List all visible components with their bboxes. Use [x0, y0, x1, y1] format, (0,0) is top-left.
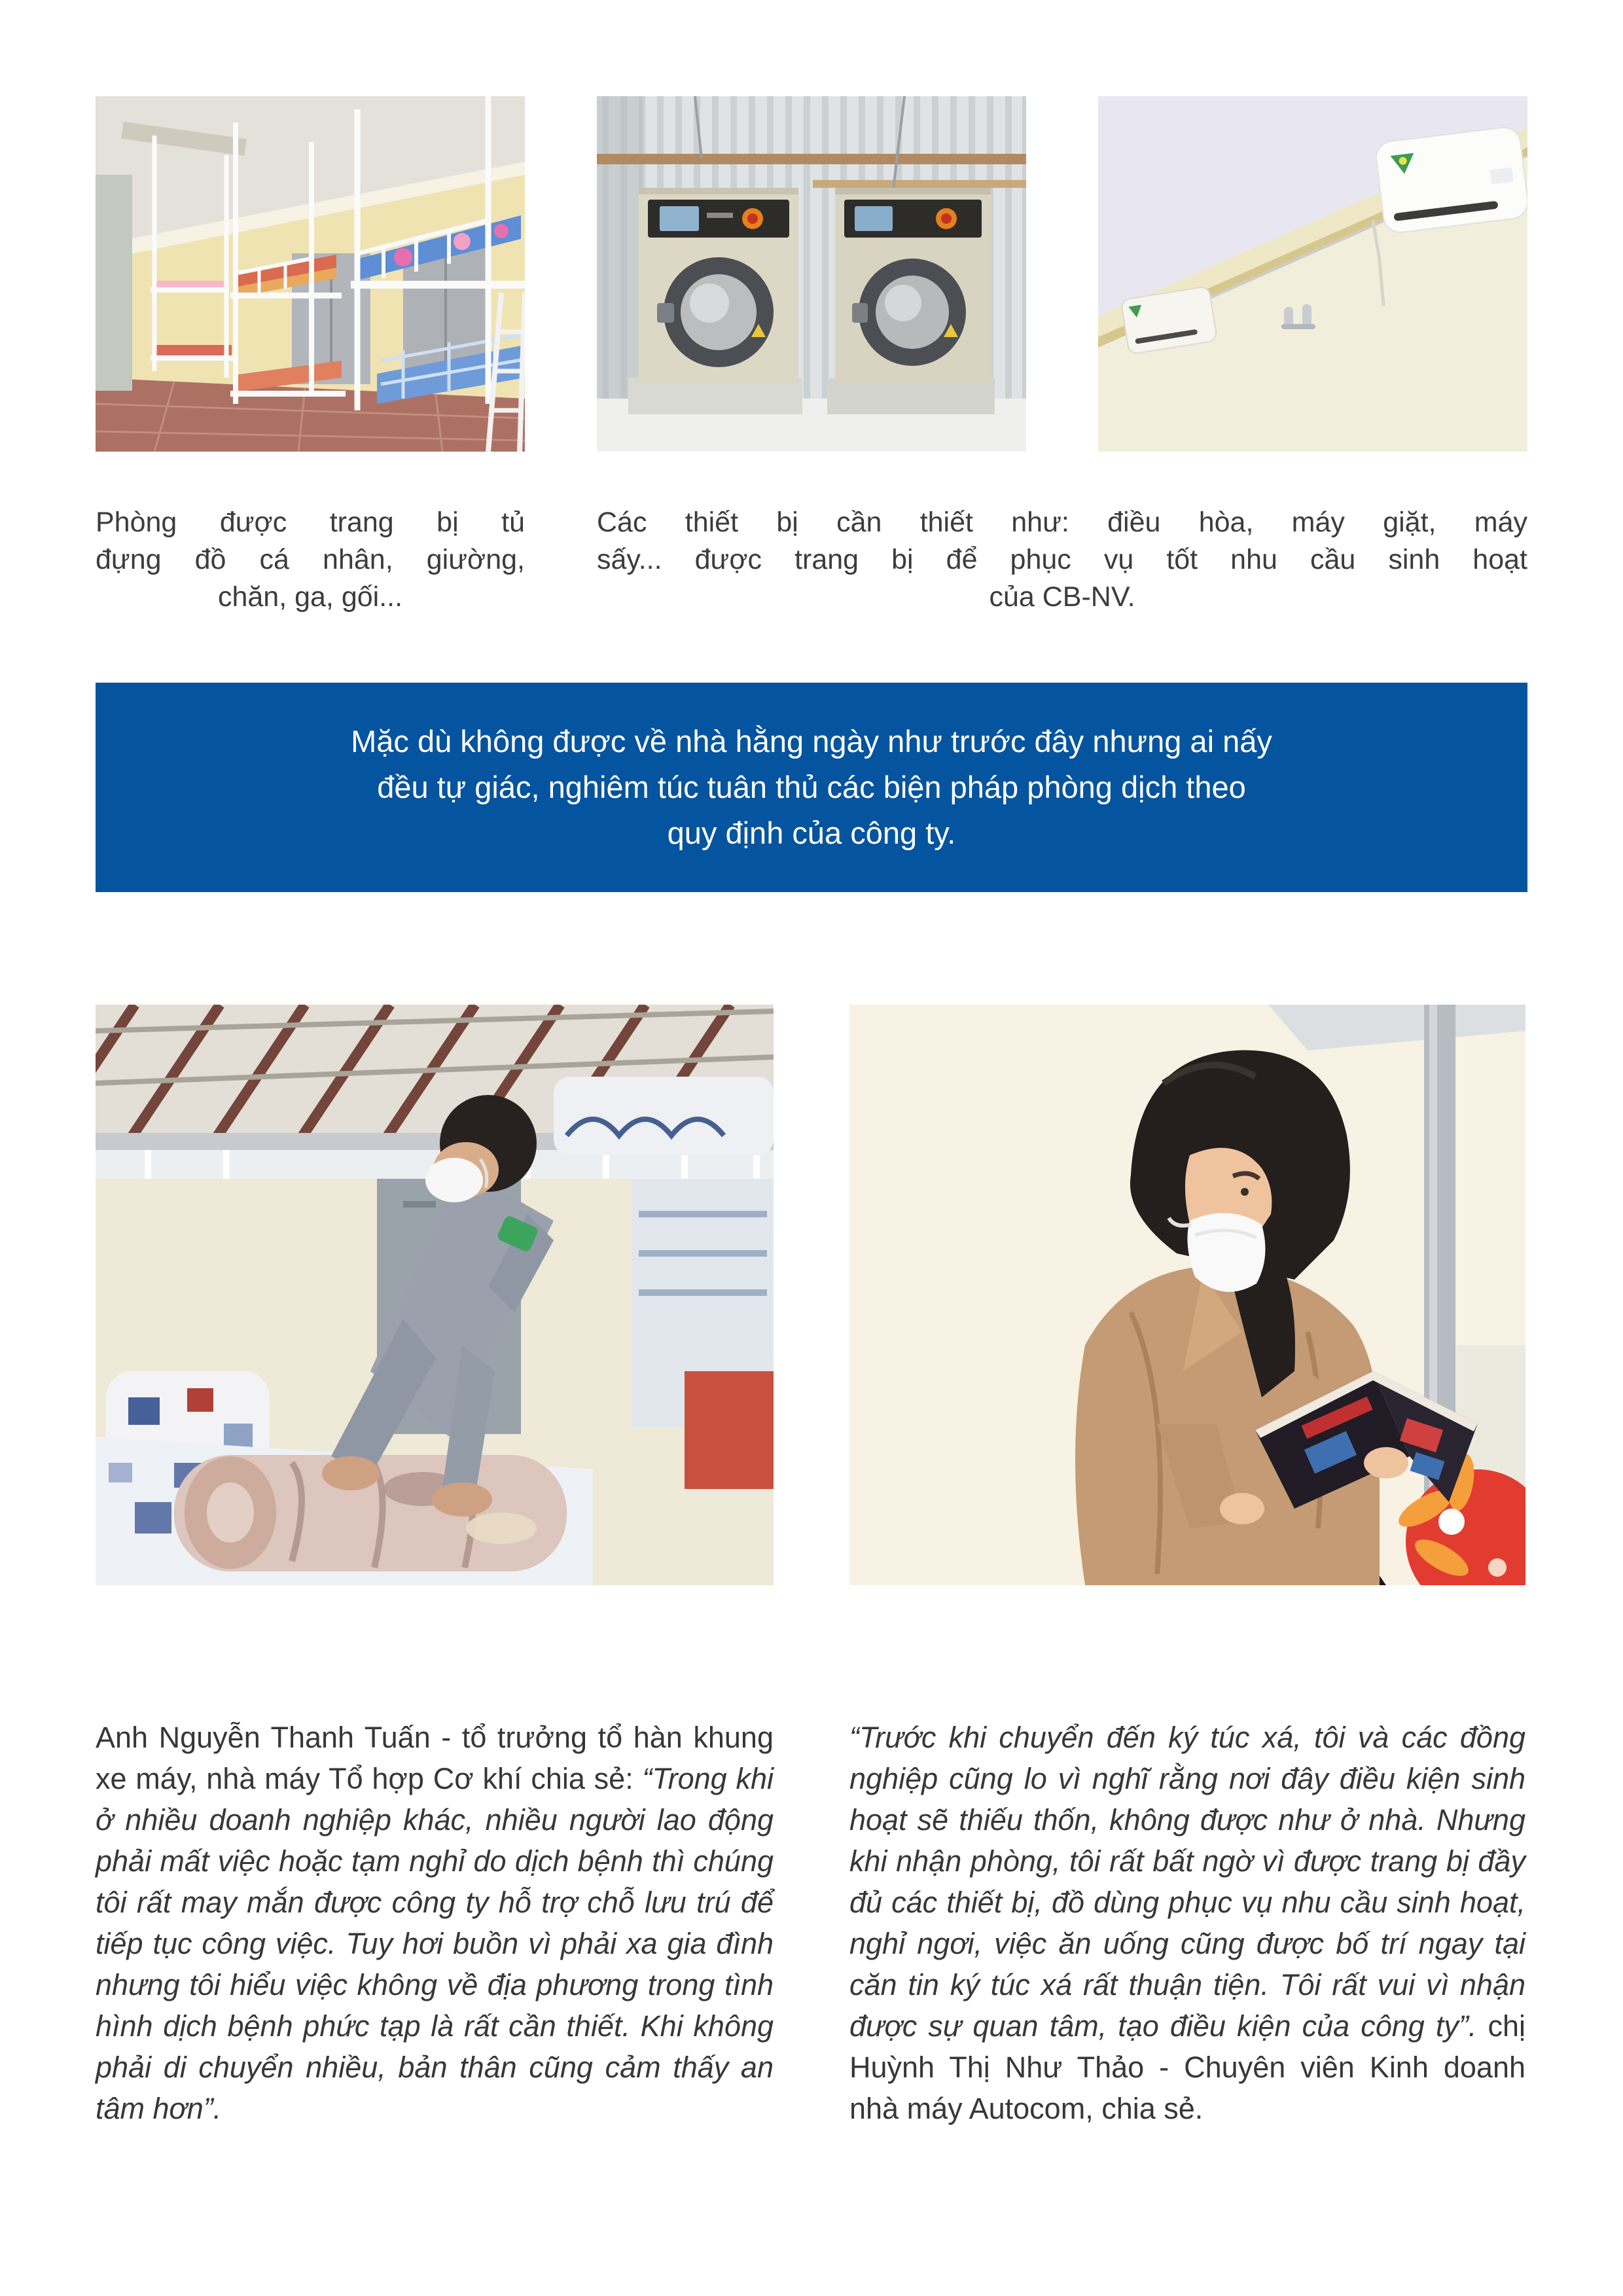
banner-text-line: đều tự giác, nghiêm túc tuân thủ các biện pháp phòng dịch theo [377, 770, 1246, 804]
left-quote-intro: Anh Nguyễn Thanh Tuấn - tổ trưởng tổ hàn khung xe máy, nhà máy Tổ hợp Cơ khí chia sẻ: [96, 1721, 774, 1795]
caption-line: của CB-NV. [989, 581, 1135, 613]
right-quote-outro: chị Huỳnh Thị Như Thảo - Chuyên viên Kinh doanh nhà máy Autocom, chia sẻ. [849, 2009, 1525, 2125]
caption-line: chăn, ga, gối... [217, 581, 403, 613]
worker-making-bed-illustration [96, 1005, 774, 1585]
caption-line: Các thiết bị cần thiết như: điều hòa, máy giặt, máy [597, 507, 1527, 538]
banner-text-line: quy định của công ty. [667, 816, 956, 850]
laundry-machines-photo [597, 96, 1026, 452]
banner-text-line: Mặc dù không được về nhà hằng ngày như trước đây nhưng ai nấy [351, 724, 1272, 759]
caption-line: đựng đồ cá nhân, giường, [96, 544, 525, 575]
right-quote-paragraph [849, 1717, 1525, 2129]
left-quote-text: “Trong khi ở nhiều doanh nghiệp khác, nhiều người lao động phải mất việc hoặc tạm nghỉ do dịch bệnh thì chúng tôi rất may mắn được công ty hỗ trợ chỗ lưu trú để tiếp tục công việc. Tuy hơi buồn vì phải xa gia đình nhưng tôi hiểu việc không về địa phương trong tình hình dịch bệnh phức tạp là rất cần thiết. Khi không phải di chuyển nhiều, bản thân cũng cảm thấy an tâm hơn”. [96, 1762, 774, 2125]
dorm-room-illustration [96, 96, 525, 452]
air-conditioner-illustration [1098, 96, 1527, 452]
dorm-room-photo [96, 96, 525, 452]
employee-reading-illustration [849, 1005, 1525, 1585]
left-quote-paragraph [96, 1717, 774, 2129]
air-conditioner-photo [1098, 96, 1527, 452]
dorm-photo-caption [96, 504, 525, 616]
laundry-machines-illustration [597, 96, 1026, 452]
caption-line: Phòng được trang bị tủ [96, 507, 525, 538]
right-quote-text: “Trước khi chuyển đến ký túc xá, tôi và các đồng nghiệp cũng lo vì nghĩ rằng nơi đây điều kiện sinh hoạt sẽ thiếu thốn, không được như ở nhà. Nhưng khi nhận phòng, tôi rất bất ngờ vì được trang bị đầy đủ các thiết bị, đồ dùng phục vụ nhu cầu sinh hoạt, nghỉ ngơi, việc ăn uống cũng được bố trí ngay tại căn tin ký túc xá rất thuận tiện. Tôi rất vui vì nhận được sự quan tâm, tạo điều kiện của công ty”. [849, 1721, 1525, 2043]
worker-making-bed-photo [96, 1005, 774, 1585]
caption-line: sấy... được trang bị để phục vụ tốt nhu cầu sinh hoạt [597, 544, 1527, 575]
equipment-photo-caption [597, 504, 1527, 616]
employee-reading-photo [849, 1005, 1525, 1585]
highlight-banner [96, 683, 1527, 892]
